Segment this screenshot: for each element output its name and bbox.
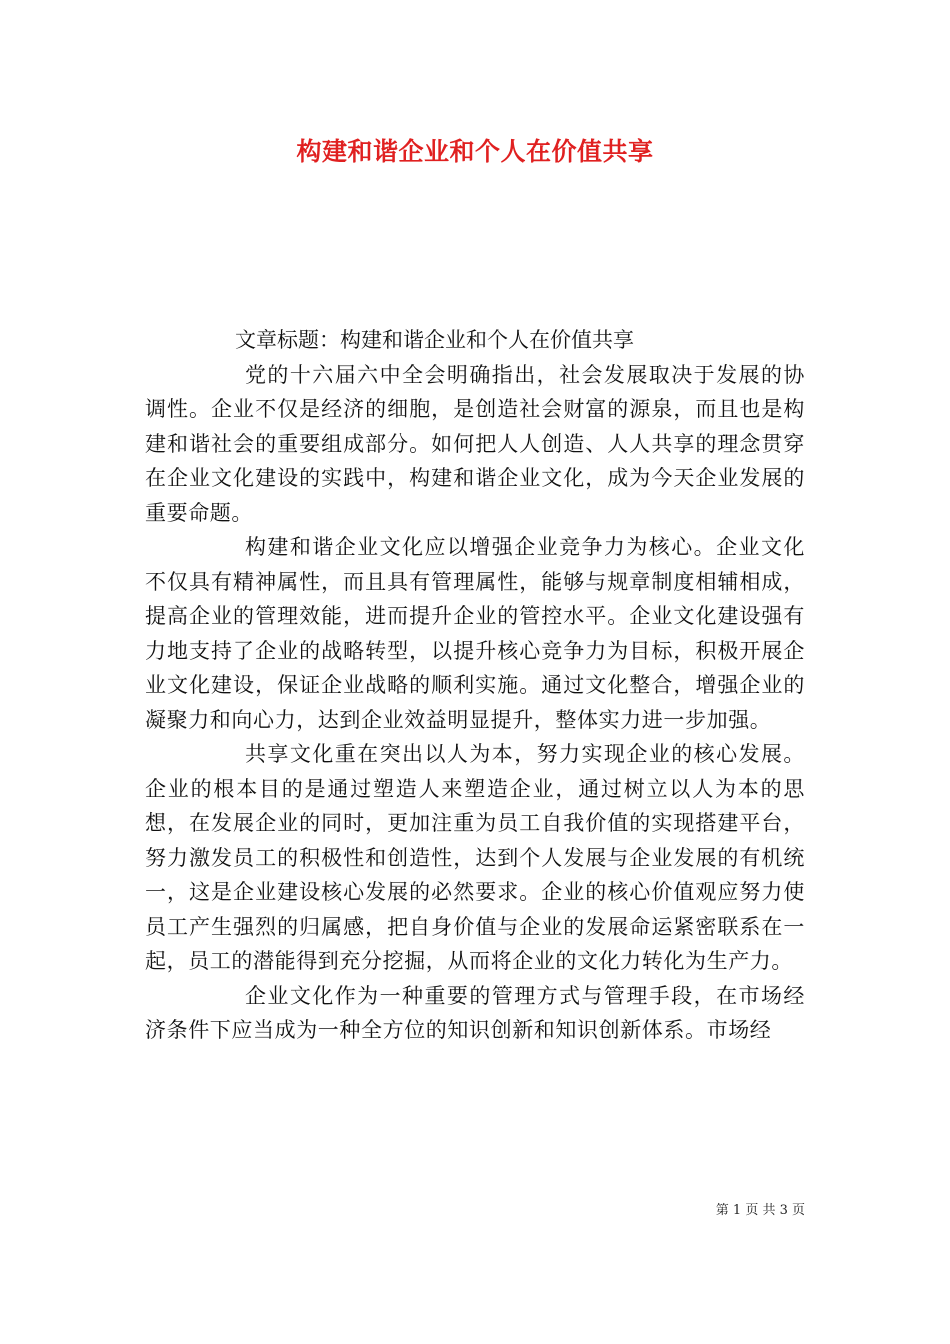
paragraph: 共享文化重在突出以人为本，努力实现企业的核心发展。企业的根本目的是通过塑造人来塑造企业，通过树立以人为本的思想，在发展企业的同时，更加注重为员工自我价值的实现搭建平台，努力激发员工的积极性和创造性，达到个人发展与企业发展的有机统一，这是企业建设核心发展的必然要求。企业的核心价值观应努力使员工产生强烈的归属感，把自身价值与企业的发展命运紧密联系在一起，员工的潜能得到充分挖掘，从而将企业的文化力转化为生产力。 (145, 742, 805, 973)
paragraph: 构建和谐企业文化应以增强企业竞争力为核心。企业文化不仅具有精神属性，而且具有管理属性，能够与规章制度相辅相成，提高企业的管理效能，进而提升企业的管控水平。企业文化建设强有力地支持了企业的战略转型，以提升核心竞争力为目标，积极开展企业文化建设，保证企业战略的顺利实施。通过文化整合，增强企业的凝聚力和向心力，达到企业效益明显提升，整体实力进一步加强。 (145, 535, 805, 732)
article-title-line: 文章标题：构建和谐企业和个人在价值共享 (235, 328, 634, 352)
page-number-footer: 第 1 页 共 3 页 (715, 1203, 805, 1218)
document-body (145, 323, 805, 1048)
paragraph: 企业文化作为一种重要的管理方式与管理手段，在市场经济条件下应当成为一种全方位的知识创新和知识创新体系。市场经 (145, 983, 805, 1042)
paragraph: 党的十六届六中全会明确指出，社会发展取决于发展的协调性。企业不仅是经济的细胞，是创造社会财富的源泉，而且也是构建和谐社会的重要组成部分。如何把人人创造、人人共享的理念贯穿在企业文化建设的实践中，构建和谐企业文化，成为今天企业发展的重要命题。 (145, 362, 805, 525)
document-title: 构建和谐企业和个人在价值共享 (296, 137, 654, 166)
